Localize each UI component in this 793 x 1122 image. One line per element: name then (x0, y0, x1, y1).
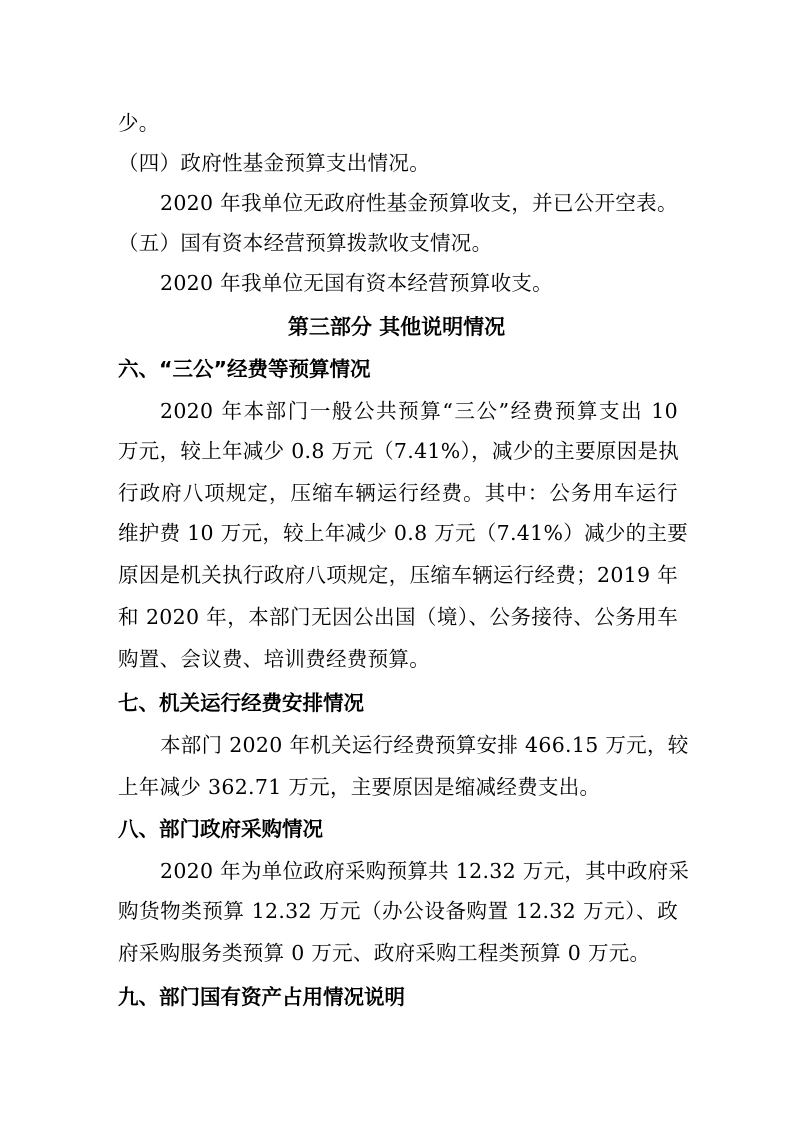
text-line-state-capital: 2020 年我单位无国有资本经营预算收支。 (160, 271, 553, 295)
paragraph-eight-line: 2020 年为单位政府采购预算共 12.32 万元，其中政府采 (160, 859, 690, 883)
paragraph-eight-line: 购货物类预算 12.32 万元（办公设备购置 12.32 万元）、政 (118, 899, 678, 923)
text-line-fund-budget: 2020 年我单位无政府性基金预算收支，并已公开空表。 (160, 191, 678, 215)
heading-seven: 七、机关运行经费安排情况 (118, 691, 364, 715)
paragraph-six-line: 万元，较上年减少 0.8 万元（7.41%），减少的主要原因是执 (118, 439, 680, 463)
paragraph-six-line: 和 2020 年，本部门无因公出国（境）、公务接待、公务用车 (118, 605, 678, 629)
section-subheading-five: （五）国有资本经营预算拨款收支情况。 (118, 231, 493, 255)
heading-nine: 九、部门国有资产占用情况说明 (118, 985, 405, 1009)
paragraph-six-line: 2020 年本部门一般公共预算“三公”经费预算支出 10 (160, 399, 678, 423)
paragraph-seven-line: 上年减少 362.71 万元，主要原因是缩减经费支出。 (118, 775, 601, 799)
paragraph-six-line: 行政府八项规定，压缩车辆运行经费。其中：公务用车运行 (118, 481, 678, 505)
part-three-title: 第三部分 其他说明情况 (287, 315, 506, 339)
text-line-continuation: 少。 (118, 111, 160, 135)
paragraph-seven-line: 本部门 2020 年机关运行经费预算安排 466.15 万元，较 (160, 733, 689, 757)
paragraph-six-line: 购置、会议费、培训费经费预算。 (118, 647, 430, 671)
section-subheading-four: （四）政府性基金预算支出情况。 (118, 151, 430, 175)
paragraph-six-line: 原因是机关执行政府八项规定，压缩车辆运行经费；2019 年 (118, 563, 678, 587)
heading-six: 六、“三公”经费等预算情况 (118, 357, 371, 381)
heading-eight: 八、部门政府采购情况 (118, 817, 323, 841)
paragraph-six-line: 维护费 10 万元，较上年减少 0.8 万元（7.41%）减少的主要 (118, 521, 689, 545)
paragraph-eight-line: 府采购服务类预算 0 万元、政府采购工程类预算 0 万元。 (118, 941, 651, 965)
